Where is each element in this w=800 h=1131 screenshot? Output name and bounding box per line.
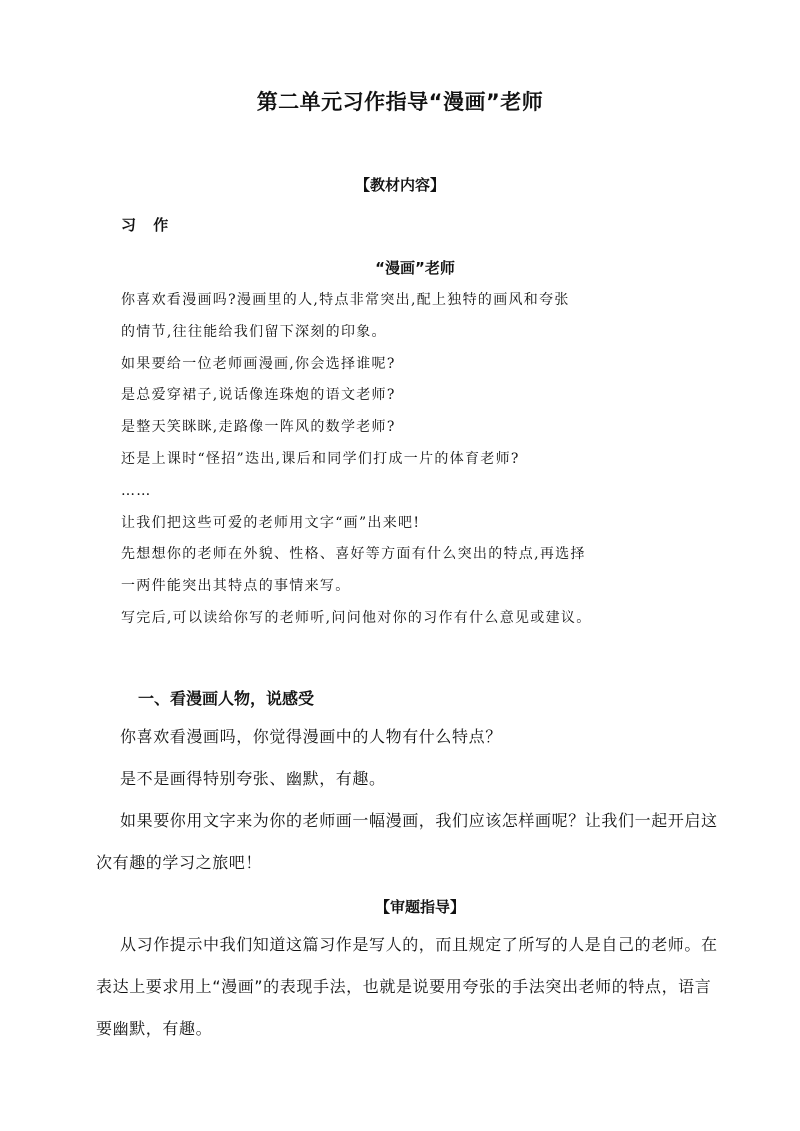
prompt-line: 一两件能突出其特点的事情来写。 [121, 578, 351, 595]
prompt-line: 让我们把这些可爱的老师用文字“画”出来吧! [121, 514, 421, 531]
prompt-line: 是总爱穿裙子,说话像连珠炮的语文老师? [121, 387, 396, 404]
paragraph-line: 从习作提示中我们知道这篇习作是写人的，而且规定了所写的人是自己的老师。在 [120, 935, 718, 954]
prompt-line: 先想想你的老师在外貌、性格、喜好等方面有什么突出的特点,再选择 [121, 546, 586, 563]
zuowen-label: 习 作 [121, 216, 175, 234]
prompt-line: 你喜欢看漫画吗?漫画里的人,特点非常突出,配上独特的画风和夸张 [121, 292, 570, 308]
paragraph-line: 次有趣的学习之旅吧！ [96, 853, 263, 872]
paragraph-line: 是不是画得特别夸张、幽默，有趣。 [120, 769, 386, 788]
prompt-line: 如果要给一位老师画漫画,你会选择谁呢? [121, 355, 396, 372]
prompt-line-ellipsis: …… [121, 482, 152, 499]
prompt-line: 是整天笑眯眯,走路像一阵风的数学老师? [121, 419, 396, 436]
guide-heading: 【审题指导】 [374, 898, 465, 916]
section-1-paragraph [96, 722, 716, 890]
prompt-line: 的情节,往往能给我们留下深刻的印象。 [121, 323, 387, 340]
prompt-line: 还是上课时“怪招”迭出,课后和同学们打成一片的体育老师? [121, 450, 520, 467]
document-title: 第二单元习作指导“漫画”老师 [256, 90, 544, 114]
paragraph-line: 要幽默，有趣。 [96, 1019, 213, 1038]
prompt-line: 写完后,可以读给你写的老师听,问问他对你的习作有什么意见或建议。 [121, 609, 592, 626]
textbook-content-heading: 【教材内容】 [354, 176, 445, 194]
prompt-text-block [121, 288, 681, 638]
section-1-heading: 一、看漫画人物，说感受 [138, 689, 315, 708]
paragraph-line: 你喜欢看漫画吗，你觉得漫画中的人物有什么特点？ [120, 727, 502, 746]
guide-paragraph [96, 930, 716, 1056]
prompt-title: “漫画”老师 [375, 259, 455, 277]
paragraph-line: 表达上要求用上“漫画”的表现手法，也就是说要用夸张的手法突出老师的特点，语言 [96, 977, 712, 996]
paragraph-line: 如果要你用文字来为你的老师画一幅漫画，我们应该怎样画呢？让我们一起开启这 [120, 811, 718, 830]
